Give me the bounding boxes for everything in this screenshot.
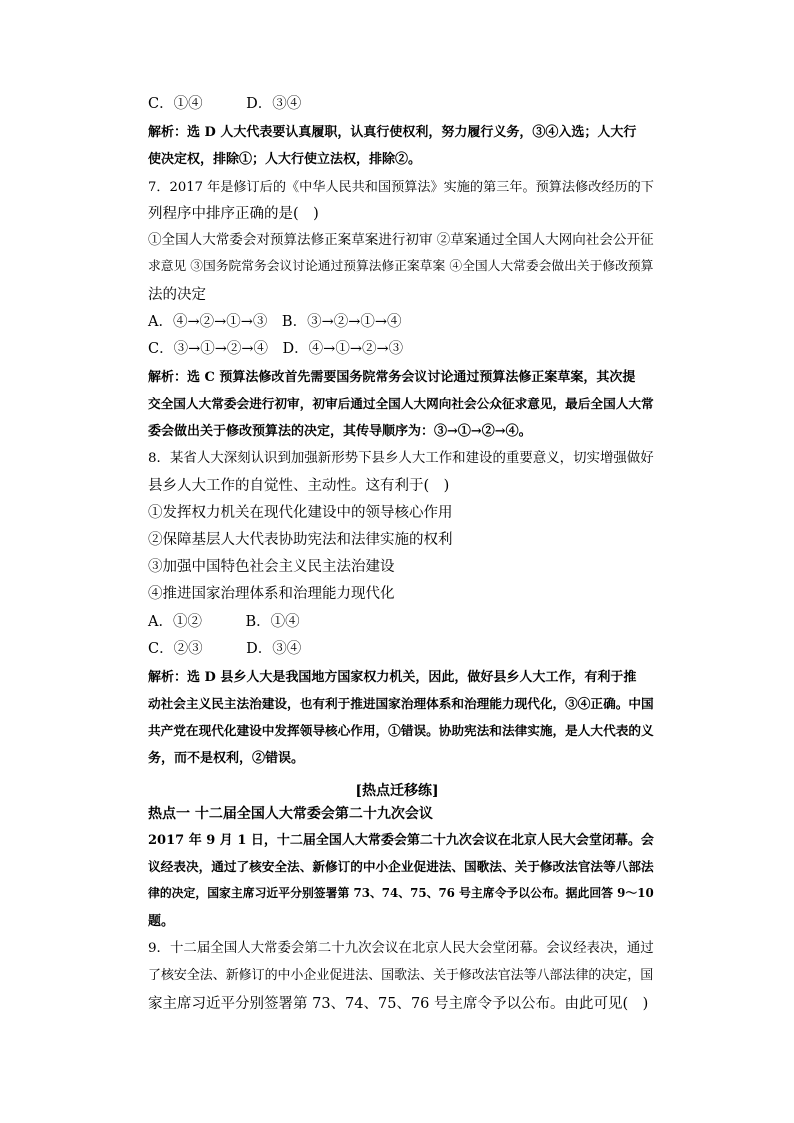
q8-explanation-line-2: 动社会主义民主法治建设，也有利于推进国家治理体系和治理能力现代化，③④正确。中国 xyxy=(148,696,654,711)
q7-items-line-1: ①全国人大常委会对预算法修正案草案进行初审 ②草案通过全国人大网向社会公开征 xyxy=(148,232,654,248)
q7-options-cd: C．③→①→②→④ D．④→①→②→③ xyxy=(148,341,404,357)
q8-stem-line-2: 县乡人大工作的自觉性、主动性。这有利于( ) xyxy=(148,478,450,494)
material-line-2: 议经表决，通过了核安全法、新修订的中小企业促进法、国歌法、关于修改法官法等八部法 xyxy=(148,859,654,874)
q8-item-2: ②保障基层人大代表协助宪法和法律实施的权利 xyxy=(148,532,453,548)
hotspot-title: 热点一 十二届全国人大常委会第二十九次会议 xyxy=(148,806,433,822)
q7-items-line-3: 法的决定 xyxy=(148,287,206,303)
q8-stem-line-1: 8．某省人大深刻认识到加强新形势下县乡人大工作和建设的重要意义，切实增强做好 xyxy=(148,451,654,466)
q7-options-ab: A．④→②→①→③ B．③→②→①→④ xyxy=(148,314,402,330)
q7-items-line-2: 求意见 ③国务院常务会议讨论通过预算法修正案草案 ④全国人大常委会做出关于修改预算 xyxy=(148,259,654,274)
material-line-4: 题。 xyxy=(148,914,175,929)
q8-item-3: ③加强中国特色社会主义民主法治建设 xyxy=(148,559,395,575)
q9-stem-line-3: 家主席习近平分别签署第 73、74、75、76 号主席令予以公布。由此可见( ) xyxy=(148,996,649,1012)
q8-options-ab: A．①② B．①④ xyxy=(148,614,300,630)
q9-stem-line-1: 9．十二届全国人大常委会第二十九次会议在北京人民大会堂闭幕。会议经表决，通过 xyxy=(148,941,654,956)
q6-explanation-line-2: 使决定权，排除①；人大行使立法权，排除②。 xyxy=(148,152,422,167)
q9-stem-line-2: 了核安全法、新修订的中小企业促进法、国歌法、关于修改法官法等八部法律的决定，国 xyxy=(148,968,654,983)
q8-explanation-line-4: 务，而不是权利，②错误。 xyxy=(148,751,305,766)
q8-item-1: ①发挥权力机关在现代化建设中的领导核心作用 xyxy=(148,505,453,521)
q7-explanation-line-3: 委会做出关于修改预算法的决定，其传导顺序为：③→①→②→④。 xyxy=(148,424,532,439)
q8-explanation-line-3: 共产党在现代化建设中发挥领导核心作用，①错误。协助宪法和法律实施，是人大代表的义 xyxy=(148,723,654,738)
q7-stem-line-2: 列程序中排序正确的是( ) xyxy=(148,206,319,222)
q7-explanation-line-1: 解析：选 C 预算法修改首先需要国务院常务会议讨论通过预算法修正案草案，其次提 xyxy=(148,370,636,385)
q8-explanation-line-1: 解析：选 D 县乡人大是我国地方国家权力机关，因此，做好县乡人大工作，有利于推 xyxy=(148,670,637,685)
q8-options-cd: C．②③ D．③④ xyxy=(148,641,302,657)
q8-item-4: ④推进国家治理体系和治理能力现代化 xyxy=(148,586,395,602)
q6-options-cd: C．①④ D．③④ xyxy=(148,96,302,112)
section-heading: [热点迁移练] xyxy=(355,783,439,799)
q7-explanation-line-2: 交全国人大常委会进行初审，初审后通过全国人大网向社会公众征求意见，最后全国人大常 xyxy=(148,396,654,411)
q6-explanation-line-1: 解析：选 D 人大代表要认真履职，认真行使权利，努力履行义务，③④入选；人大行 xyxy=(148,125,637,140)
material-line-3: 律的决定，国家主席习近平分别签署第 73、74、75、76 号主席令予以公布。据此回答 9～10 xyxy=(148,886,654,900)
q7-stem-line-1: 7．2017 年是修订后的《中华人民共和国预算法》实施的第三年。预算法修改经历的下 xyxy=(148,180,654,195)
material-line-1: 2017 年 9 月 1 日，十二届全国人大常委会第二十九次会议在北京人民大会堂闭幕。会 xyxy=(148,833,654,848)
